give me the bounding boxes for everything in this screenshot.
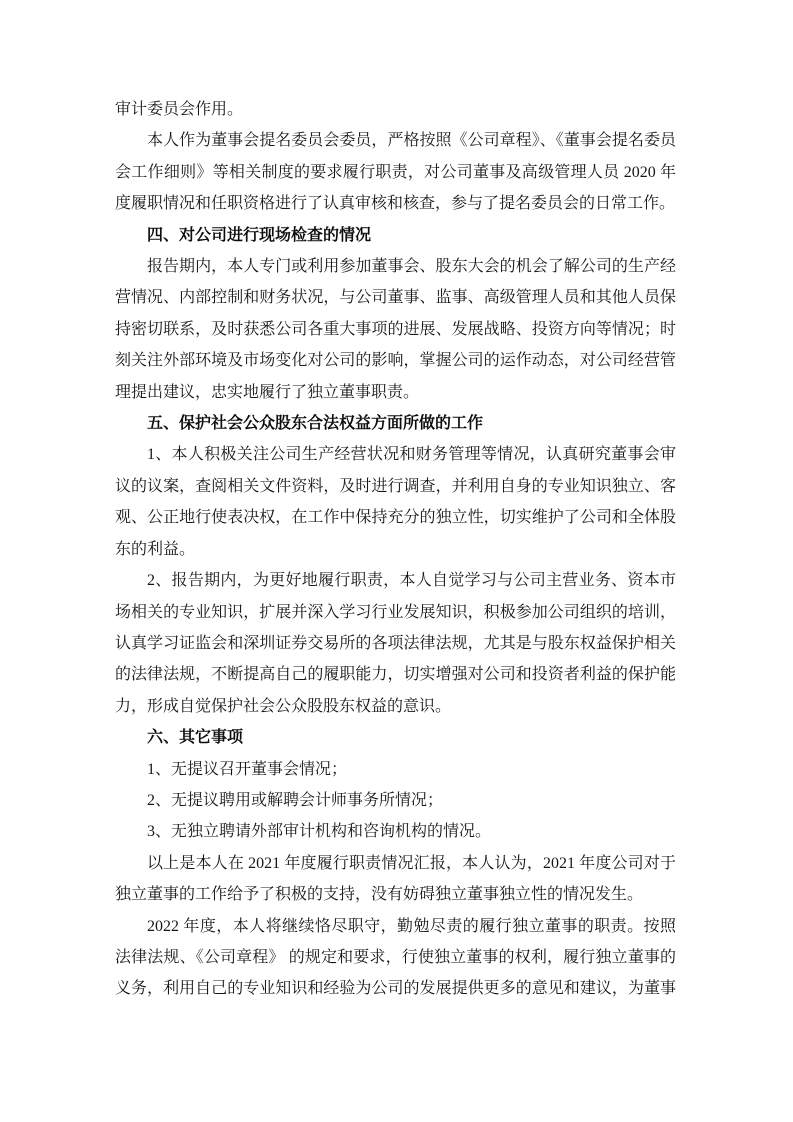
paragraph-line: 报告期内，本人专门或利用参加董事会、股东大会的机会了解公司的生产经 <box>147 258 676 276</box>
paragraph-line: 的法律法规，不断提高自己的履职能力，切实增强对公司和投资者利益的保护能 <box>115 666 676 684</box>
document-content <box>115 94 676 1005</box>
paragraph-line: 议的议案，查阅相关文件资料，及时进行调查，并利用自身的专业知识独立、客 <box>115 477 676 495</box>
paragraph-line: 认真学习证监会和深圳证券交易所的各项法律法规，尤其是与股东权益保护相关 <box>115 634 676 652</box>
paragraph-line: 1、本人积极关注公司生产经营状况和财务管理等情况，认真研究董事会审 <box>147 446 676 464</box>
paragraph-line: 力，形成自觉保护社会公众股股东权益的意识。 <box>115 697 452 715</box>
paragraph-line: 义务，利用自己的专业知识和经验为公司的发展提供更多的意见和建议，为董事 <box>115 980 676 998</box>
paragraph-line: 持密切联系，及时获悉公司各重大事项的进展、发展战略、投资方向等情况；时 <box>115 320 676 338</box>
paragraph-line: 审计委员会作用。 <box>115 101 244 118</box>
section-heading-6: 六、其它事项 <box>147 729 244 747</box>
paragraph-line: 营情况、内部控制和财务状况，与公司董事、监事、高级管理人员和其他人员保 <box>115 289 676 307</box>
list-item-line: 2、无提议聘用或解聘会计师事务所情况； <box>147 791 444 809</box>
paragraph-line: 以上是本人在 2021 年度履行职责情况汇报，本人认为，2021 年度公司对于 <box>147 854 676 872</box>
section-heading-5: 五、保护社会公众股东合法权益方面所做的工作 <box>147 415 484 433</box>
paragraph-line: 观、公正地行使表决权，在工作中保持充分的独立性，切实维护了公司和全体股 <box>115 509 676 527</box>
paragraph-line: 独立董事的工作给予了积极的支持，没有妨碍独立董事独立性的情况发生。 <box>115 886 644 904</box>
paragraph-line: 法律法规、《公司章程》 的规定和要求，行使独立董事的权利，履行独立董事的 <box>115 948 676 966</box>
list-item-line: 3、无独立聘请外部审计机构和咨询机构的情况。 <box>147 823 492 841</box>
paragraph-line: 东的利益。 <box>115 540 196 558</box>
paragraph-line: 会工作细则》等相关制度的要求履行职责，对公司董事及高级管理人员 2020 年 <box>115 163 676 181</box>
paragraph-line: 刻关注外部环境及市场变化对公司的影响，掌握公司的运作动态，对公司经营管 <box>115 352 676 370</box>
paragraph-line: 2、报告期内，为更好地履行职责，本人自觉学习与公司主营业务、资本市 <box>147 572 676 590</box>
list-item-line: 1、无提议召开董事会情况； <box>147 760 348 778</box>
section-heading-4: 四、对公司进行现场检查的情况 <box>147 226 372 244</box>
paragraph-line: 理提出建议，忠实地履行了独立董事职责。 <box>115 383 420 401</box>
paragraph-line: 度履职情况和任职资格进行了认真审核和核查，参与了提名委员会的日常工作。 <box>115 195 676 213</box>
paragraph-line: 场相关的专业知识，扩展并深入学习行业发展知识，积极参加公司组织的培训， <box>115 603 676 621</box>
paragraph-line: 本人作为董事会提名委员会委员，严格按照《公司章程》、《董事会提名委员 <box>147 132 676 150</box>
paragraph-line: 2022 年度，本人将继续恪尽职守，勤勉尽责的履行独立董事的职责。按照 <box>147 917 676 935</box>
